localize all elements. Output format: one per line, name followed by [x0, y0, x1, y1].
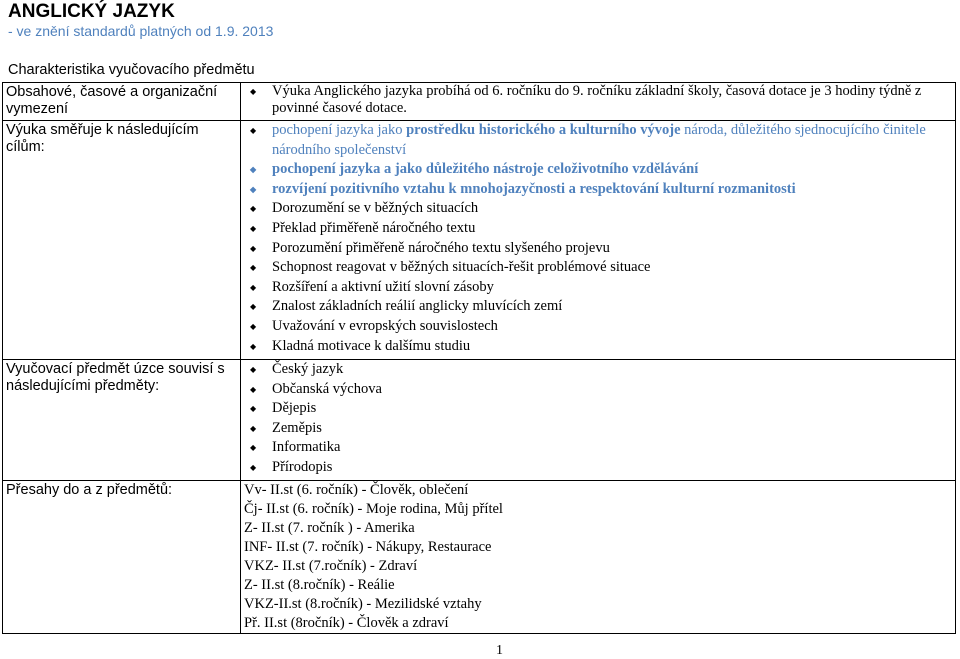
- crossover-line: VKZ- II.st (7.ročník) - Zdraví: [244, 558, 418, 574]
- document-title: ANGLICKÝ JAZYK: [8, 1, 175, 22]
- characteristics-table: [2, 82, 956, 634]
- list-item: ◆ pochopení jazyka a jako důležitého nástroje celoživotního vzdělávání: [272, 160, 952, 180]
- list-item: ◆ Informatika: [272, 438, 952, 458]
- crossovers-label: Přesahy do a z předmětů:: [3, 481, 241, 634]
- list-item: ◆ Porozumění přiměřeně náročného textu slyšeného projevu: [272, 239, 952, 259]
- crossover-line: Čj- II.st (6. ročník) - Moje rodina, Můj přítel: [244, 501, 503, 517]
- organization-label: Obsahové, časové a organizační vymezení: [3, 83, 241, 121]
- list-item: ◆ Výuka Anglického jazyka probíhá od 6. ročníku do 9. ročníku základní školy, časová dotace je 3 hodiny týdně z povinné časové dotace.: [272, 83, 952, 117]
- list-item: ◆ rozvíjení pozitivního vztahu k mnohojazyčnosti a respektování kulturní rozmanitosti: [272, 180, 952, 200]
- list-item: ◆ Občanská výchova: [272, 380, 952, 400]
- crossover-line: Z- II.st (8.ročník) - Reálie: [244, 577, 395, 593]
- table-row: [3, 121, 956, 360]
- crossover-line: VKZ-II.st (8.ročník) - Mezilidské vztahy: [244, 596, 482, 612]
- crossover-line: INF- II.st (7. ročník) - Nákupy, Restaurace: [244, 539, 492, 555]
- list-item: ◆ pochopení jazyka jako prostředku historického a kulturního vývoje národa, důležitého sjednocujícího činitele národního společenství: [272, 121, 952, 160]
- list-item: ◆ Rozšíření a aktivní užití slovní zásoby: [272, 278, 952, 298]
- document-subtitle: - ve znění standardů platných od 1.9. 2013: [8, 23, 274, 39]
- goals-label: Výuka směřuje k následujícím cílům:: [3, 121, 241, 360]
- list-item: ◆ Přírodopis: [272, 458, 952, 478]
- table-row: [3, 83, 956, 121]
- list-item: ◆ Český jazyk: [272, 360, 952, 380]
- crossover-line: Př. II.st (8ročník) - Člověk a zdraví: [244, 615, 449, 631]
- list-item: ◆ Znalost základních reálií anglicky mluvících zemí: [272, 297, 952, 317]
- list-item: ◆ Dorozumění se v běžných situacích: [272, 199, 952, 219]
- related-subjects-label: Vyučovací předmět úzce souvisí s následujícími předměty:: [3, 360, 241, 481]
- list-item: ◆ Zeměpis: [272, 419, 952, 439]
- list-item: ◆ Uvažování v evropských souvislostech: [272, 317, 952, 337]
- list-item: ◆ Schopnost reagovat v běžných situacích-řešit problémové situace: [272, 258, 952, 278]
- list-item: ◆ Překlad přiměřeně náročného textu: [272, 219, 952, 239]
- crossover-line: Vv- II.st (6. ročník) - Člověk, oblečení: [244, 482, 469, 498]
- list-item: ◆ Kladná motivace k dalšímu studiu: [272, 337, 952, 357]
- section-heading: Charakteristika vyučovacího předmětu: [8, 62, 255, 78]
- table-row: [3, 481, 956, 634]
- page-number: 1: [496, 643, 503, 658]
- crossover-line: Z- II.st (7. ročník ) - Amerika: [244, 520, 415, 536]
- list-item: ◆ Dějepis: [272, 399, 952, 419]
- table-row: [3, 360, 956, 481]
